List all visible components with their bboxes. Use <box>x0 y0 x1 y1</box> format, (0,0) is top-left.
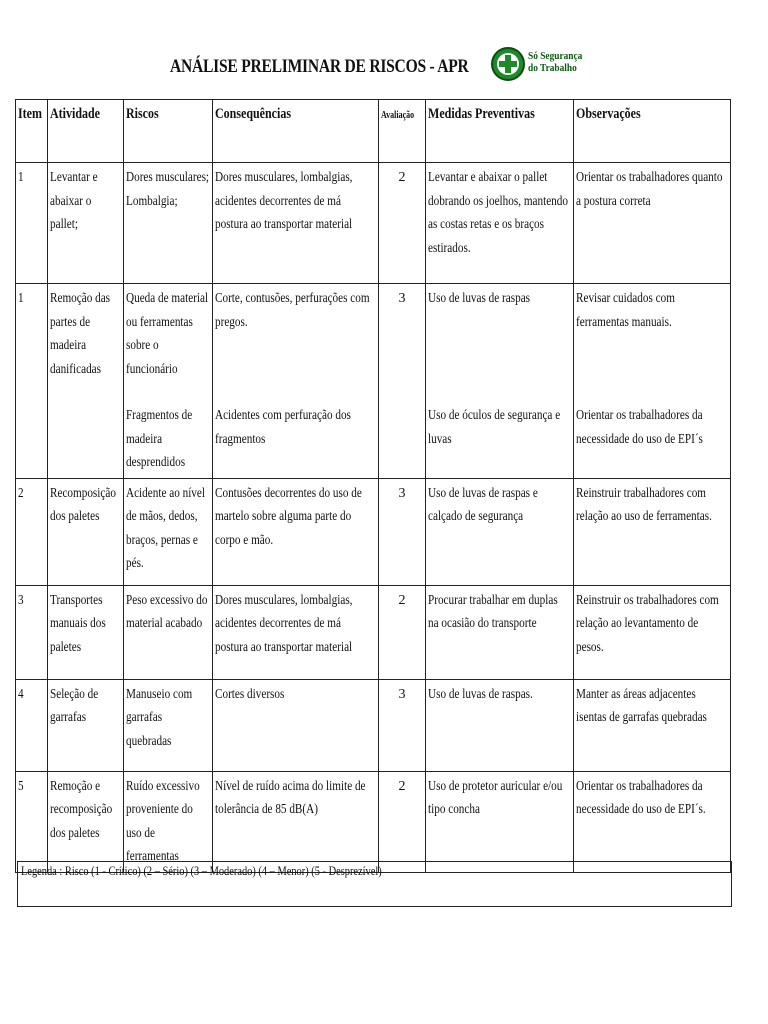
header-atividade: Atividade <box>48 100 124 163</box>
cell-atividade: Remoção das partes de madeira danificadas <box>48 284 124 479</box>
cell-consequencias: Dores musculares, lombalgias, acidentes decorrentes de má postura ao transportar material <box>213 163 379 284</box>
header-medidas: Medidas Preventivas <box>426 100 574 163</box>
logo-line-2: do Trabalho <box>528 62 577 74</box>
header-item: Item <box>16 100 48 163</box>
cell-riscos: Ruído excessivo proveniente do uso de ferramentas <box>124 771 213 872</box>
cell-atividade: Seleção de garrafas <box>48 679 124 771</box>
legend-box <box>17 861 732 907</box>
cell-item: 1 <box>16 284 48 479</box>
green-cross-icon <box>490 46 526 82</box>
cell-item: 4 <box>16 679 48 771</box>
cell-item: 3 <box>16 585 48 679</box>
cell-atividade: Levantar e abaixar o pallet; <box>48 163 124 284</box>
cell-avaliacao: 3 <box>379 478 426 585</box>
table-row <box>16 163 731 284</box>
cell-atividade: Recomposição dos paletes <box>48 478 124 585</box>
risk-analysis-table <box>15 99 731 873</box>
cell-consequencias: Cortes diversos <box>213 679 379 771</box>
cell-item: 2 <box>16 478 48 585</box>
cell-riscos: Peso excessivo do material acabado <box>124 585 213 679</box>
cell-avaliacao: 2 <box>379 771 426 872</box>
table-row <box>16 585 731 679</box>
legend-text: Legenda : Risco (1 - Crítico) (2 – Sério) (3 – Moderado) (4 – Menor) (5 - Desprezível) <box>21 863 382 878</box>
cell-observacoes: Orientar os trabalhadores da necessidade do uso de EPI´s. <box>574 771 731 872</box>
cell-medidas: Uso de luvas de raspas e calçado de segurança <box>426 478 574 585</box>
cell-avaliacao: 2 <box>379 163 426 284</box>
cell-medidas: Procurar trabalhar em duplas na ocasião do transporte <box>426 585 574 679</box>
cell-observacoes: Reinstruir trabalhadores com relação ao uso de ferramentas. <box>574 478 731 585</box>
logo-line-1: Só Segurança <box>528 50 583 62</box>
cell-observacoes: Reinstruir os trabalhadores com relação ao levantamento de pesos. <box>574 585 731 679</box>
cell-avaliacao: 3 <box>379 679 426 771</box>
header-riscos: Riscos <box>124 100 213 163</box>
cell-riscos: Dores musculares; Lombalgia; <box>124 163 213 284</box>
header-observacoes: Observações <box>574 100 731 163</box>
cell-consequencias: Dores musculares, lombalgias, acidentes decorrentes de má postura ao transportar material <box>213 585 379 679</box>
table-row <box>16 679 731 771</box>
cell-item: 5 <box>16 771 48 872</box>
cell-medidas: Uso de luvas de raspas. <box>426 679 574 771</box>
cell-avaliacao: 2 <box>379 585 426 679</box>
table-row <box>16 478 731 585</box>
cell-medidas: Uso de protetor auricular e/ou tipo concha <box>426 771 574 872</box>
cell-observacoes: Revisar cuidados com ferramentas manuais. Orientar os trabalhadores da necessidade do uso de EPI´s <box>574 284 731 479</box>
header-avaliacao: Avaliação <box>379 100 426 163</box>
cell-riscos: Manuseio com garrafas quebradas <box>124 679 213 771</box>
cell-medidas: Uso de luvas de raspas Uso de óculos de segurança e luvas <box>426 284 574 479</box>
cell-item: 1 <box>16 163 48 284</box>
cell-riscos: Acidente ao nível de mãos, dedos, braços, pernas e pés. <box>124 478 213 585</box>
header-consequencias: Consequências <box>213 100 379 163</box>
table-row <box>16 771 731 872</box>
cell-atividade: Transportes manuais dos paletes <box>48 585 124 679</box>
cell-consequencias: Nível de ruído acima do limite de tolerância de 85 dB(A) <box>213 771 379 872</box>
table-header-row <box>16 100 731 163</box>
cell-atividade: Remoção e recomposição dos paletes <box>48 771 124 872</box>
cell-riscos: Queda de material ou ferramentas sobre o funcionário Fragmentos de madeira desprendidos <box>124 284 213 479</box>
cell-observacoes: Orientar os trabalhadores quanto a postura correta <box>574 163 731 284</box>
document-title: ANÁLISE PRELIMINAR DE RISCOS - APR <box>170 56 469 77</box>
cell-consequencias: Contusões decorrentes do uso de martelo sobre alguma parte do corpo e mão. <box>213 478 379 585</box>
cell-medidas: Levantar e abaixar o pallet dobrando os joelhos, mantendo as costas retas e os braços estirados. <box>426 163 574 284</box>
cell-observacoes: Manter as áreas adjacentes isentas de garrafas quebradas <box>574 679 731 771</box>
logo <box>490 46 600 82</box>
cell-avaliacao: 3 <box>379 284 426 479</box>
cell-consequencias: Corte, contusões, perfurações com pregos. Acidentes com perfuração dos fragmentos <box>213 284 379 479</box>
table-row <box>16 284 731 479</box>
